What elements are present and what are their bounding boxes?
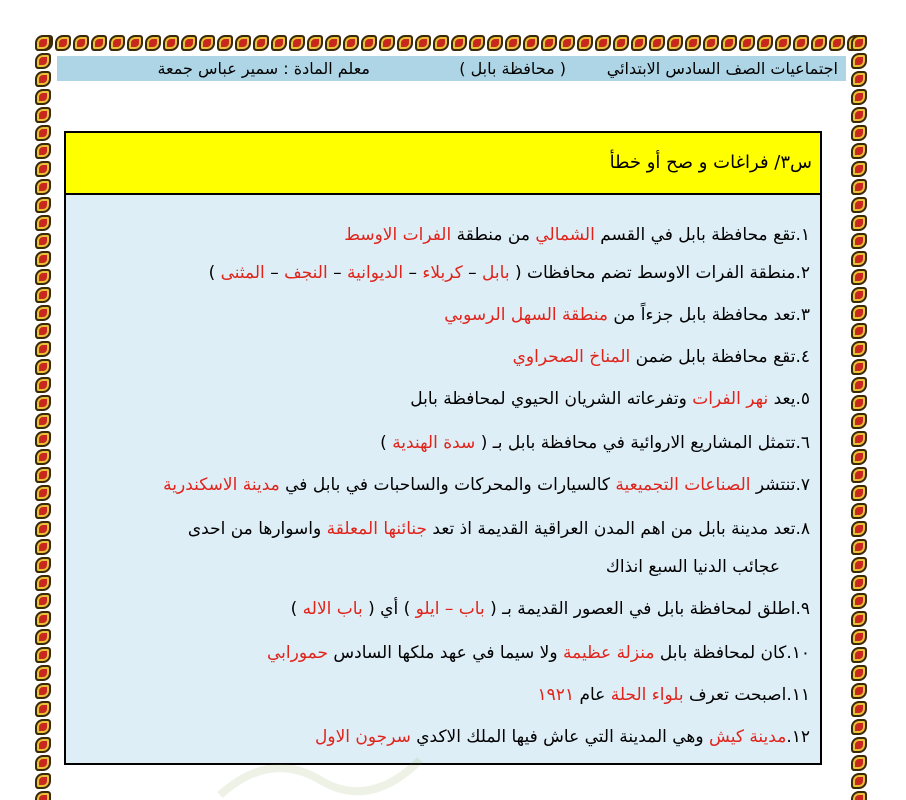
ornament-icon — [851, 341, 867, 357]
ornament-icon — [851, 35, 867, 51]
ornament-icon — [541, 35, 557, 51]
statement-text: يعد — [768, 389, 796, 409]
question-item — [76, 263, 810, 283]
ornament-icon — [35, 53, 51, 69]
statement-text: تعد محافظة بابل جزءاً من — [607, 305, 796, 325]
item-number: ١١. — [786, 685, 810, 705]
statement-text: وهي المدينة التي عاش فيها الملك الاكدي — [410, 727, 710, 747]
ornament-icon — [35, 665, 51, 681]
ornament-icon — [851, 557, 867, 573]
ornament-icon — [35, 305, 51, 321]
ornament-icon — [35, 143, 51, 159]
ornament-icon — [851, 71, 867, 87]
ornament-icon — [851, 791, 867, 800]
ornament-icon — [851, 503, 867, 519]
ornament-icon — [35, 467, 51, 483]
ornament-icon — [35, 629, 51, 645]
ornament-icon — [851, 719, 867, 735]
ornament-icon — [851, 323, 867, 339]
ornament-icon — [851, 287, 867, 303]
ornament-icon — [35, 413, 51, 429]
ornament-icon — [35, 557, 51, 573]
answer-text: حمورابي — [267, 643, 328, 663]
ornament-icon — [851, 629, 867, 645]
ornament-icon — [851, 377, 867, 393]
ornament-icon — [851, 431, 867, 447]
answer-text: كربلاء — [422, 263, 463, 283]
ornament-icon — [739, 35, 755, 51]
answer-text: منزلة عظيمة — [563, 643, 655, 663]
item-number: ٧. — [795, 475, 810, 495]
statement-text: عام — [574, 685, 611, 705]
ornament-icon — [35, 395, 51, 411]
statement-text: كان لمحافظة بابل — [654, 643, 787, 663]
answer-text: المثنى — [220, 263, 265, 283]
item-number: ٩. — [795, 599, 810, 619]
question-item — [76, 433, 810, 453]
statement-text: – — [327, 263, 348, 283]
answer-text: الديوانية — [347, 263, 404, 283]
ornament-icon — [35, 683, 51, 699]
statement-text: تنتشر — [750, 475, 796, 495]
ornament-icon — [35, 125, 51, 141]
answer-text: الشمالي — [535, 225, 595, 245]
ornament-icon — [55, 35, 71, 51]
question-item — [76, 599, 810, 619]
item-number: ١٢. — [786, 727, 810, 747]
ornament-icon — [35, 251, 51, 267]
question-item — [76, 519, 810, 539]
ornament-icon — [35, 359, 51, 375]
question-title: س٣/ فراغات و صح أو خطأ — [66, 133, 820, 195]
statement-text: ) — [208, 263, 221, 283]
ornament-icon — [757, 35, 773, 51]
ornament-icon — [35, 287, 51, 303]
ornament-icon — [851, 251, 867, 267]
answer-text: بابل — [482, 263, 510, 283]
ornament-icon — [851, 233, 867, 249]
statement-text: تقع محافظة بابل في القسم — [594, 225, 796, 245]
ornament-icon — [775, 35, 791, 51]
question-item — [76, 305, 810, 325]
ornament-icon — [793, 35, 809, 51]
ornament-icon — [851, 539, 867, 555]
ornament-icon — [685, 35, 701, 51]
ornament-icon — [851, 593, 867, 609]
ornament-icon — [35, 575, 51, 591]
ornament-icon — [35, 197, 51, 213]
ornament-icon — [35, 323, 51, 339]
ornament-icon — [851, 107, 867, 123]
ornament-icon — [851, 683, 867, 699]
question-item — [76, 389, 810, 409]
ornament-icon — [851, 521, 867, 537]
answer-text: النجف — [284, 263, 328, 283]
ornament-icon — [487, 35, 503, 51]
ornament-border-left — [34, 34, 56, 800]
answer-text: جنائنها المعلقة — [326, 519, 428, 539]
answer-text: الصناعات التجميعية — [615, 475, 751, 495]
statement-text: من منطقة — [451, 225, 536, 245]
question-item — [76, 557, 780, 577]
item-number: ٤. — [795, 347, 810, 367]
statement-text: ) — [290, 599, 303, 619]
item-number: ٨. — [795, 519, 810, 539]
ornament-icon — [851, 485, 867, 501]
ornament-icon — [35, 107, 51, 123]
ornament-icon — [35, 755, 51, 771]
ornament-icon — [851, 161, 867, 177]
question-item — [76, 225, 810, 245]
ornament-icon — [289, 35, 305, 51]
item-number: ٥. — [795, 389, 810, 409]
answer-text: مدينة كيش — [709, 727, 787, 747]
ornament-icon — [851, 665, 867, 681]
ornament-border-right — [850, 34, 872, 800]
item-number: ١٠. — [786, 643, 810, 663]
statement-text: – — [403, 263, 423, 283]
ornament-icon — [325, 35, 341, 51]
question-item — [76, 727, 810, 747]
ornament-icon — [851, 611, 867, 627]
answer-text: نهر الفرات — [692, 389, 769, 409]
ornament-icon — [35, 89, 51, 105]
ornament-icon — [851, 359, 867, 375]
subject-label: اجتماعيات الصف السادس الابتدائي — [606, 59, 838, 78]
ornament-icon — [851, 53, 867, 69]
question-box — [64, 131, 822, 765]
ornament-icon — [649, 35, 665, 51]
ornament-icon — [397, 35, 413, 51]
statement-text: عجائب الدنيا السبع انذاك — [605, 557, 780, 577]
ornament-icon — [35, 215, 51, 231]
question-item — [76, 475, 810, 495]
ornament-border-top — [36, 34, 870, 54]
ornament-icon — [253, 35, 269, 51]
ornament-icon — [851, 773, 867, 789]
ornament-icon — [35, 647, 51, 663]
ornament-icon — [851, 737, 867, 753]
ornament-icon — [851, 125, 867, 141]
ornament-icon — [35, 791, 51, 800]
ornament-icon — [109, 35, 125, 51]
ornament-icon — [469, 35, 485, 51]
ornament-icon — [595, 35, 611, 51]
ornament-icon — [35, 449, 51, 465]
ornament-icon — [559, 35, 575, 51]
ornament-icon — [35, 35, 51, 51]
question-item — [76, 643, 810, 663]
item-number: ٦. — [795, 433, 810, 453]
ornament-icon — [851, 449, 867, 465]
answer-text: ١٩٢١ — [537, 685, 575, 705]
ornament-icon — [35, 503, 51, 519]
question-item — [76, 347, 810, 367]
ornament-icon — [851, 575, 867, 591]
ornament-icon — [35, 593, 51, 609]
ornament-icon — [379, 35, 395, 51]
ornament-icon — [851, 269, 867, 285]
ornament-icon — [307, 35, 323, 51]
answer-text: بلواء الحلة — [610, 685, 684, 705]
statement-text: تتمثل المشاريع الاروائية في محافظة بابل بـ ( — [475, 433, 796, 453]
statement-text: ولا سيما في عهد ملكها السادس — [327, 643, 563, 663]
ornament-icon — [851, 89, 867, 105]
ornament-icon — [851, 197, 867, 213]
statement-text: ) — [380, 433, 393, 453]
answer-text: الفرات الاوسط — [344, 225, 452, 245]
ornament-icon — [343, 35, 359, 51]
item-number: ٢. — [795, 263, 810, 283]
ornament-icon — [35, 269, 51, 285]
statement-text: اصبحت تعرف — [683, 685, 787, 705]
ornament-icon — [217, 35, 233, 51]
ornament-icon — [851, 395, 867, 411]
ornament-icon — [35, 521, 51, 537]
item-number: ٣. — [795, 305, 810, 325]
answer-text: المناخ الصحراوي — [512, 347, 631, 367]
ornament-icon — [35, 233, 51, 249]
ornament-icon — [721, 35, 737, 51]
page-header — [57, 56, 846, 81]
ornament-icon — [851, 305, 867, 321]
ornament-icon — [851, 467, 867, 483]
ornament-icon — [505, 35, 521, 51]
ornament-icon — [35, 773, 51, 789]
statement-text: منطقة الفرات الاوسط تضم محافظات ( — [509, 263, 796, 283]
ornament-icon — [433, 35, 449, 51]
ornament-icon — [851, 143, 867, 159]
answer-text: سدة الهندية — [392, 433, 476, 453]
question-item — [76, 685, 810, 705]
ornament-icon — [851, 755, 867, 771]
statement-text: ) أي ( — [362, 599, 416, 619]
statement-text: تعد مدينة بابل من اهم المدن العراقية القديمة اذ تعد — [427, 519, 796, 539]
ornament-icon — [271, 35, 287, 51]
ornament-icon — [829, 35, 845, 51]
ornament-icon — [851, 413, 867, 429]
ornament-icon — [361, 35, 377, 51]
answer-text: مدينة الاسكندرية — [163, 475, 280, 495]
ornament-icon — [35, 539, 51, 555]
ornament-icon — [703, 35, 719, 51]
ornament-icon — [35, 179, 51, 195]
province-label: ( محافظة بابل ) — [459, 59, 566, 78]
ornament-icon — [35, 71, 51, 87]
statement-text: تقع محافظة بابل ضمن — [630, 347, 796, 367]
ornament-icon — [35, 431, 51, 447]
ornament-icon — [415, 35, 431, 51]
ornament-icon — [851, 215, 867, 231]
ornament-icon — [35, 737, 51, 753]
ornament-icon — [35, 485, 51, 501]
statement-text: – — [264, 263, 285, 283]
statement-text: وتفرعاته الشريان الحيوي لمحافظة بابل — [410, 389, 693, 409]
ornament-icon — [145, 35, 161, 51]
item-number: ١. — [795, 225, 810, 245]
ornament-icon — [199, 35, 215, 51]
ornament-icon — [91, 35, 107, 51]
statement-text: واسوارها من احدى — [187, 519, 327, 539]
ornament-icon — [667, 35, 683, 51]
ornament-icon — [613, 35, 629, 51]
ornament-icon — [163, 35, 179, 51]
answer-text: باب – ايلو — [415, 599, 485, 619]
ornament-icon — [35, 161, 51, 177]
ornament-icon — [35, 341, 51, 357]
ornament-icon — [851, 701, 867, 717]
watermark-graphic — [210, 740, 430, 800]
ornament-icon — [811, 35, 827, 51]
ornament-icon — [35, 701, 51, 717]
ornament-icon — [35, 719, 51, 735]
ornament-icon — [73, 35, 89, 51]
ornament-icon — [35, 377, 51, 393]
ornament-icon — [235, 35, 251, 51]
statement-text: اطلق لمحافظة بابل في العصور القديمة بـ ( — [484, 599, 796, 619]
ornament-icon — [851, 179, 867, 195]
statement-text: كالسيارات والمحركات والساحبات في بابل في — [279, 475, 616, 495]
ornament-icon — [631, 35, 647, 51]
ornament-icon — [523, 35, 539, 51]
ornament-icon — [35, 611, 51, 627]
ornament-icon — [577, 35, 593, 51]
ornament-icon — [181, 35, 197, 51]
teacher-label: معلم المادة : سمير عباس جمعة — [157, 59, 370, 78]
answer-text: باب الاله — [302, 599, 363, 619]
ornament-icon — [451, 35, 467, 51]
answer-text: سرجون الاول — [315, 727, 411, 747]
ornament-icon — [851, 647, 867, 663]
ornament-icon — [127, 35, 143, 51]
answer-text: منطقة السهل الرسوبي — [444, 305, 608, 325]
statement-text: – — [462, 263, 483, 283]
